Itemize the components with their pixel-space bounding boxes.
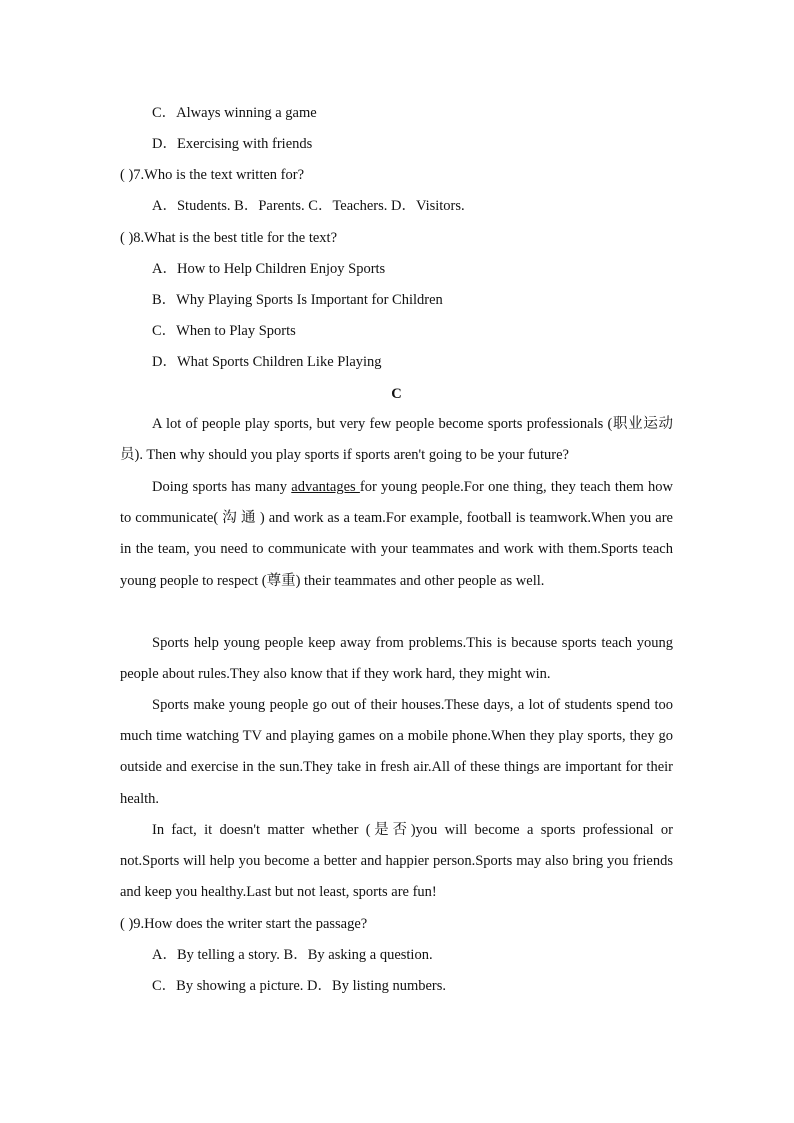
paragraph-2-start: Doing sports has many <box>152 479 292 495</box>
question-9-options-cd: C．By showing a picture. D．By listing numbers. <box>152 978 447 994</box>
option-8d: D．What Sports Children Like Playing <box>152 354 382 370</box>
passage-paragraph-1: A lot of people play sports, but very few people become sports professionals (职业运动员). Then why should you play sports if sports aren't going to be your future? <box>120 416 673 464</box>
question-7-options: A．Students. B．Parents. C．Teachers. D．Visitors. <box>152 198 465 214</box>
question-8: ( )8.What is the best title for the text? <box>120 230 338 246</box>
underlined-word: advantages <box>291 479 360 495</box>
passage-paragraph-4: Sports make young people go out of their houses.These days, a lot of students spend too much time watching TV and playing games on a mobile phone.When they play sports, they go outside and exercise in the sun.They take in fresh air.All of these things are important for their health. <box>120 697 673 807</box>
paragraph-2-rest: for young people.For one thing, they teach them how to communicate( 沟 通 ) and work as a team.For example, football is teamwork.When you are in the team, you need to communicate with your teammates and work with them.Sports teach young people to respect (尊重) their teammates and other people as well. <box>120 479 673 589</box>
option-8a: A．How to Help Children Enjoy Sports <box>152 261 386 277</box>
passage-paragraph-3: Sports help young people keep away from problems.This is because sports teach young people about rules.They also know that if they work hard, they might win. <box>120 635 673 683</box>
option-8c: C．When to Play Sports <box>152 323 296 339</box>
option-6d: D．Exercising with friends <box>152 136 313 152</box>
section-heading: C <box>391 386 402 402</box>
option-6c: C．Always winning a game <box>152 105 317 121</box>
option-8b: B．Why Playing Sports Is Important for Children <box>152 292 443 308</box>
question-9-options-ab: A．By telling a story. B．By asking a question. <box>152 947 433 963</box>
question-9: ( )9.How does the writer start the passage? <box>120 916 368 932</box>
passage-paragraph-5: In fact, it doesn't matter whether (是否)you will become a sports professional or not.Sports will help you become a better and happier person.Sports may also bring you friends and keep you healthy.Last but not least, sports are fun! <box>120 822 673 901</box>
question-7: ( )7.Who is the text written for? <box>120 167 305 183</box>
passage-paragraph-2 <box>120 472 673 597</box>
